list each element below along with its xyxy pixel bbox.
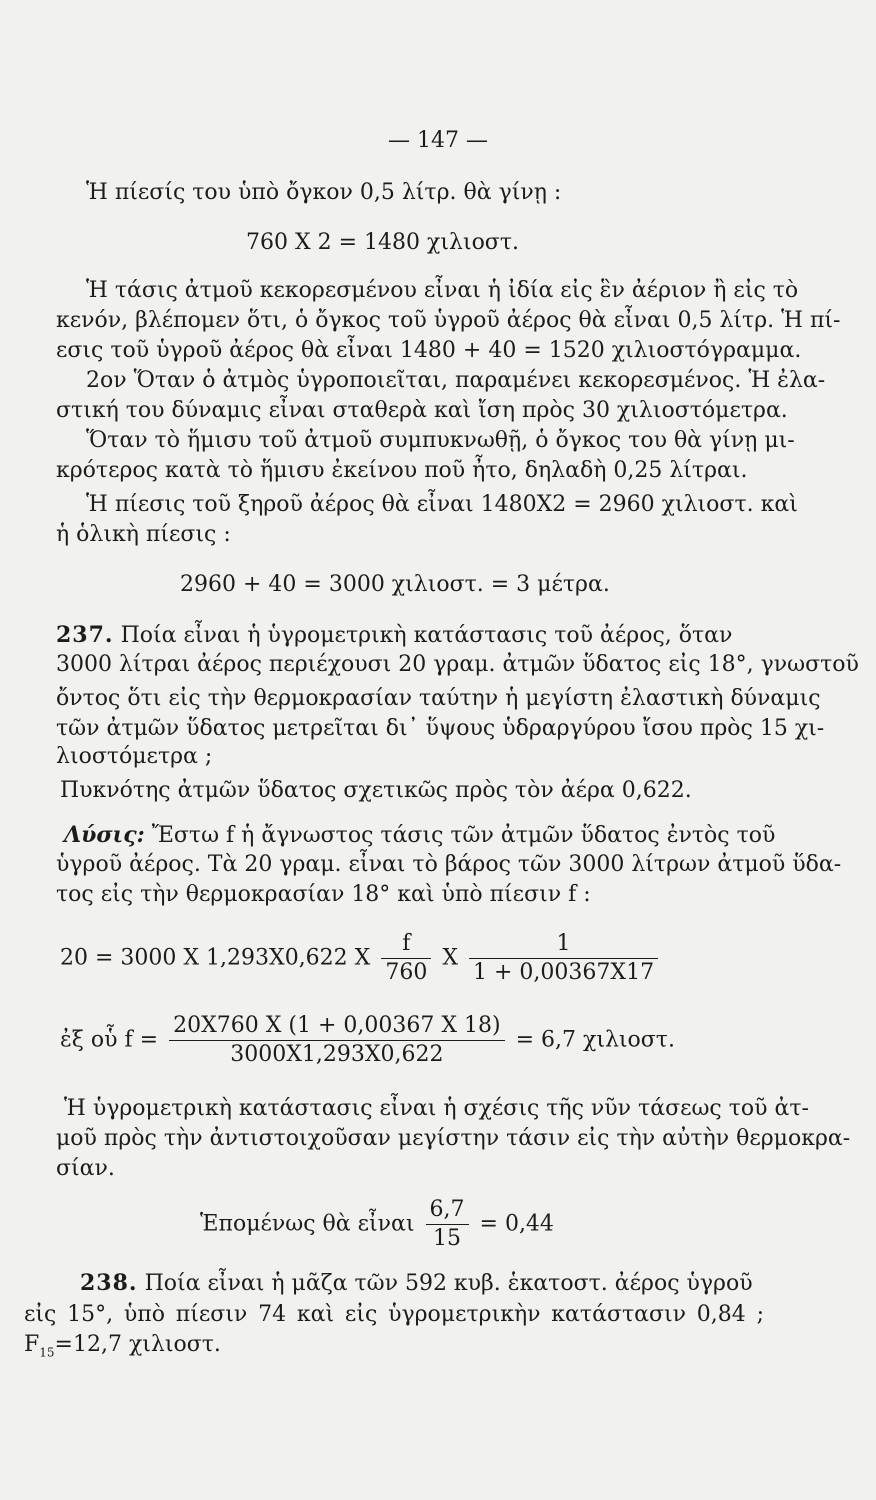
text-line: ἡ ὁλικὴ πίεσις :	[56, 522, 231, 547]
problem-number: 238.	[80, 1270, 138, 1296]
text-line: μοῦ πρὸς τὴν ἀντιστοιχοῦσαν μεγίστην τάσιν εἰς τὴν αὐτὴν θερμοκρα-	[56, 1126, 851, 1151]
text-line: ὄντος ὅτι εἰς τὴν θερμοκρασίαν ταύτην ἡ μεγίστη ἐλαστικὴ δύναμις	[56, 686, 821, 711]
eq2-fraction	[169, 1012, 505, 1069]
text-line: 3000 λίτραι ἀέρος περιέχουσι 20 γραμ. ἀτμῶν ὕδατος εἰς 18°, γνωστοῦ	[56, 652, 859, 677]
fraction-numerator: f	[381, 930, 431, 959]
text-line: Ἡ πίεσίς του ὑπὸ ὄγκον 0,5 λίτρ. θὰ γίνῃ :	[86, 180, 562, 205]
subscript: 15	[39, 1345, 55, 1360]
text-line: στική του δύναμις εἶναι σταθερὰ καὶ ἴση πρὸς 30 χιλιοστόμετρα.	[56, 398, 788, 423]
eq2-prefix: ἐξ οὗ f =	[60, 1027, 159, 1053]
text-line: λιοστόμετρα ;	[56, 744, 213, 769]
eq2-result: = 6,7 χιλιοστ.	[515, 1027, 675, 1053]
variable-F: F	[24, 1332, 40, 1357]
fraction-denominator: 1 + 0,00367X17	[473, 960, 655, 985]
text-line: τῶν ἀτμῶν ὕδατος μετρεῖται δι᾽ ὕψους ὑδραργύρου ἴσου πρὸς 15 χι-	[56, 716, 825, 741]
problem-text: Ποία εἶναι ἡ ὑγρομετρικὴ κατάστασις τοῦ ἀέρος, ὅταν	[120, 623, 733, 648]
eq3-fraction	[426, 1196, 469, 1253]
equation-2	[60, 1012, 768, 1069]
text-line: κενόν, βλέπομεν ὅτι, ὁ ὄγκος τοῦ ὑγροῦ ἀέρος θὰ εἶναι 0,5 λίτρ. Ἡ πί-	[56, 308, 841, 333]
problem-238-line	[80, 1268, 764, 1299]
text-line: Πυκνότης ἀτμῶν ὕδατος σχετικῶς πρὸς τὸν ἀέρα 0,622.	[60, 778, 692, 803]
text-line: Ὅταν τὸ ἥμισυ τοῦ ἀτμοῦ συμπυκνωθῇ, ὁ ὄγκος του θὰ γίνῃ μι-	[86, 428, 795, 453]
equation-line: 2960 + 40 = 3000 χιλιοστ. = 3 μέτρα.	[180, 572, 610, 597]
value-text: =12,7 χιλιοστ.	[54, 1332, 221, 1357]
fraction-numerator: 6,7	[426, 1196, 469, 1225]
eq1-fraction-f	[381, 930, 431, 987]
problem-text: Ποία εἶναι ἡ μᾶζα τῶν 592 κυβ. ἑκατοστ. ἀέρος ὑγροῦ	[144, 1271, 753, 1296]
solution-label: Λύσις:	[64, 822, 145, 848]
solution-line	[64, 820, 776, 851]
eq3-result: = 0,44	[479, 1211, 554, 1237]
problem-237-line	[56, 620, 764, 651]
eq1-fraction-temp	[469, 930, 658, 987]
text-line: σίαν.	[56, 1156, 115, 1181]
text-line: εἰς 15°, ὑπὸ πίεσιν 74 καὶ εἰς ὑγρομετρικὴν κατάστασιν 0,84 ;	[24, 1302, 764, 1327]
text-line: 2ον Ὅταν ὁ ἀτμὸς ὑγροποιεῖται, παραμένει κεκορεσμένος. Ἡ ἐλα-	[86, 368, 826, 393]
text-line: εσις τοῦ ὑγροῦ ἀέρος θὰ εἶναι 1480 + 40 = 1520 χιλιοστόγραμμα.	[56, 338, 802, 363]
text-line: Ἡ τάσις ἀτμοῦ κεκορεσμένου εἶναι ἡ ἰδία εἰς ἓν ἀέριον ἢ εἰς τὸ	[86, 278, 799, 303]
text-line: τος εἰς τὴν θερμοκρασίαν 18° καὶ ὑπὸ πίεσιν f :	[56, 882, 591, 907]
eq3-prefix: Ἑπομένως θὰ εἶναι	[200, 1211, 415, 1237]
fraction-numerator: 20X760 X (1 + 0,00367 X 18)	[169, 1012, 505, 1041]
fraction-denominator: 15	[433, 1226, 462, 1251]
text-line	[24, 1330, 732, 1367]
fraction-denominator: 3000X1,293X0,622	[230, 1042, 444, 1067]
eq1-left: 20 = 3000 X 1,293X0,622 X	[60, 945, 371, 971]
equation-3	[200, 1196, 876, 1253]
text-line: Ἡ ὑγρομετρικὴ κατάστασις εἶναι ἡ σχέσις τῆς νῦν τάσεως τοῦ ἀτ-	[64, 1096, 809, 1121]
equation-1	[60, 930, 768, 987]
solution-text: Ἔστω f ἡ ἄγνωστος τάσις τῶν ἀτμῶν ὕδατος ἐντὸς τοῦ	[151, 823, 776, 848]
text-line: ὑγροῦ ἀέρος. Τὰ 20 γραμ. εἶναι τὸ βάρος τῶν 3000 λίτρων ἀτμοῦ ὕδα-	[56, 852, 842, 877]
fraction-denominator: 760	[385, 960, 428, 985]
page-number: — 147 —	[388, 128, 488, 153]
equation-line: 760 X 2 = 1480 χιλιοστ.	[246, 230, 519, 255]
fraction-numerator: 1	[469, 930, 658, 959]
text-line: Ἡ πίεσις τοῦ ξηροῦ ἀέρος θὰ εἶναι 1480X2 = 2960 χιλιοστ. καὶ	[86, 492, 798, 517]
eq1-times: X	[442, 945, 459, 971]
problem-number: 237.	[56, 622, 114, 648]
text-line: κρότερος κατὰ τὸ ἥμισυ ἐκείνου ποῦ ἦτο, δηλαδὴ 0,25 λίτραι.	[56, 458, 748, 483]
